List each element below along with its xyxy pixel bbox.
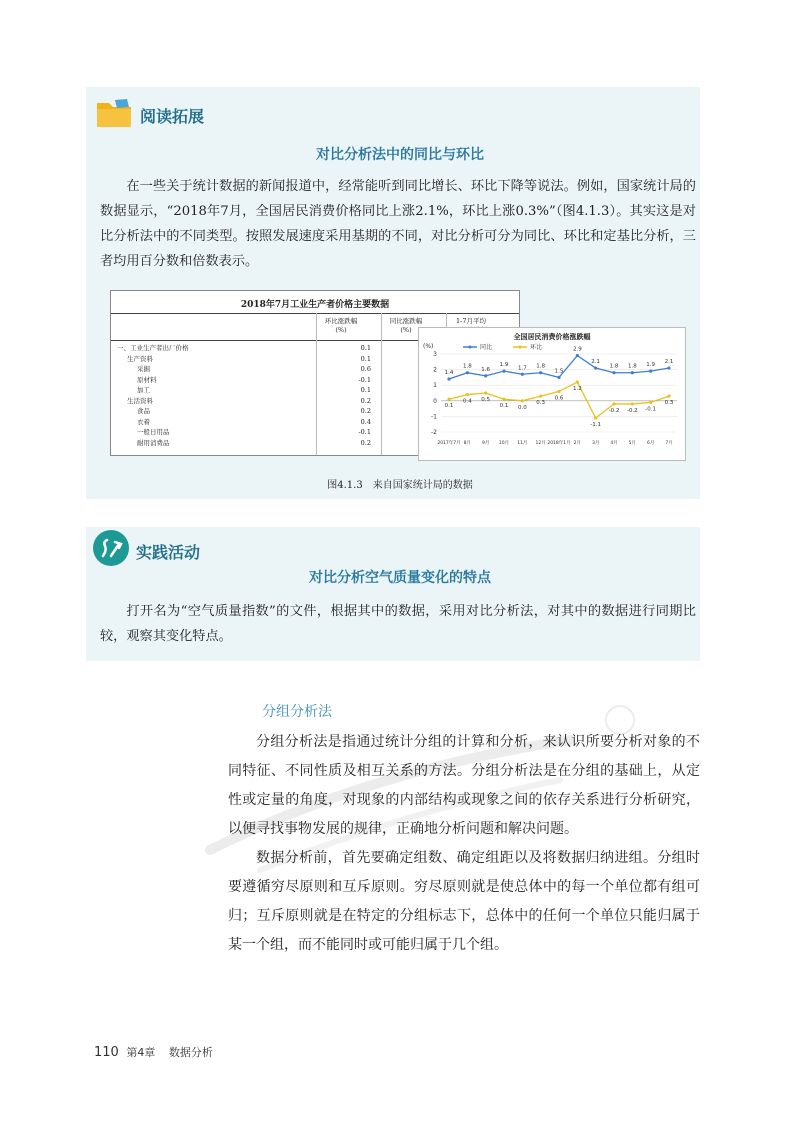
x-tick-label: 10月 [498,441,510,446]
data-label: 1.5 [554,368,564,375]
legend-label: 同比 [480,344,493,351]
data-point [667,366,670,369]
data-label: 0.3 [536,400,546,407]
data-point [631,371,634,374]
legend-marker [519,346,522,349]
table-row-label: 衣着 [137,417,150,426]
data-point [484,391,487,394]
data-label: 0.4 [462,398,472,405]
data-point [557,376,560,379]
data-label: 0.1 [499,403,509,410]
table-row-label: 耐用消费品 [137,438,170,447]
page-footer [94,1044,213,1060]
x-tick-label: 4月 [610,441,618,446]
data-label: -1.1 [590,421,602,428]
x-tick-label: 6月 [646,441,655,446]
data-label: 0.0 [517,404,527,411]
x-tick-label: 2月 [573,441,582,446]
x-tick-label: 9月 [481,441,490,446]
cpi-chart-svg [419,328,685,460]
data-label: 1.8 [609,363,619,370]
x-tick-label: 7月 [665,441,673,446]
data-point [557,390,560,393]
data-label: 2.1 [591,359,601,366]
x-tick-label: 5月 [628,441,637,446]
x-tick-label: 2018年1月 [547,441,571,446]
data-point [649,401,652,404]
reading-subtitle: 对比分析法中的同比与环比 [316,147,484,163]
practice-activity-heading: 实践活动 [136,543,201,562]
reading-extension-heading: 阅读拓展 [140,107,205,126]
x-tick-label: 2017年7月 [437,441,461,446]
chapter-label: 第4章 [126,1046,156,1059]
data-point [594,416,597,419]
data-label: 0.6 [554,395,564,402]
table-header-text: 1-7月平均 [456,317,486,325]
data-point [447,398,450,401]
body-paragraph: 分组分析法是指通过统计分组的计算和分析，来认识所要分析对象的不同特征、不同性质及相互关系的方法。分组分析法是在分组的基础上，从定性或定量的角度，对现象的内部结构或现象之间的依存关系进行分析研究，以便寻找事物发展的规律，正确地分析问题和解决问题。 [228,734,700,837]
data-point [612,371,615,374]
table-row-label: 食品 [137,407,150,415]
practice-subtitle: 对比分析空气质量变化的特点 [309,570,491,586]
data-label: -0.2 [608,407,620,414]
data-point [502,370,505,373]
y-tick-label: -2 [431,429,437,436]
table-row-value: 0.2 [360,407,371,415]
table-row-value: 0.4 [360,417,371,426]
data-label: 1.7 [517,365,527,372]
y-tick-label: 0 [433,397,437,405]
x-tick-label: 12月 [535,441,546,446]
table-header-text: 环比涨跌幅 (%) [324,317,358,334]
table-row-label: 采掘 [137,365,150,373]
practice-paragraph-text: 打开名为“空气质量指数”的文件，根据其中的数据，采用对比分析法，对其中的数据进行同期比较，观察其变化特点。 [100,604,696,644]
table-row-label: 一、工业生产者出厂价格 [117,344,189,352]
y-tick-label: 2 [433,366,437,374]
data-point [484,374,487,377]
data-label: 1.8 [627,363,637,370]
data-point [447,377,450,380]
data-point [594,366,597,369]
data-point [576,354,579,357]
data-point [576,380,579,383]
legend-marker [469,346,472,349]
table-row-value: 0.6 [360,365,371,373]
cpi-line-chart [418,327,686,461]
data-label: -0.2 [626,407,638,414]
data-label: 1.8 [536,363,546,370]
x-tick-label: 11月 [517,441,528,446]
table-row-value: 0.1 [360,344,371,352]
data-label: -0.1 [645,406,657,413]
reading-paragraph-text: 在一些关于统计数据的新闻报道中，经常能听到同比增长、环比下降等说法。例如，国家统计局的数据显示，“2018年7月，全国居民消费价格同比上涨2.1%，环比上涨0.3%”（图4.1.3）。其实这是对比分析法中的不同类型。按照发展速度采用基期的不同，对比分析可分为同比、环比和定基比分析，三者均用百分数和倍数表示。 [100,179,696,269]
table-row-label: 一般日用品 [137,428,170,436]
practice-paragraph [100,599,696,649]
data-point [612,402,615,405]
data-label: 1.2 [572,386,582,393]
data-point [521,399,524,402]
data-point [466,393,469,396]
data-point [521,373,524,376]
data-point [631,402,634,405]
table-row-value: -0.1 [358,375,371,384]
data-point [539,371,542,374]
practice-tools-icon [91,528,131,568]
y-tick-label: 3 [433,351,437,358]
table-row-value: 0.2 [360,438,371,447]
data-point [466,371,469,374]
group-analysis-title: 分组分析法 [262,704,332,720]
reading-paragraph [100,174,696,274]
table-row-value: -0.1 [358,428,371,436]
folder-icon [95,97,133,129]
data-point [539,395,542,398]
table-row-label: 原材料 [137,375,157,384]
table-header-cell [311,317,371,335]
legend-label: 环比 [530,344,543,351]
data-label: 0.3 [664,400,674,407]
data-point [649,370,652,373]
figure-caption: 图4.1.3 来自国家统计局的数据 [327,480,473,491]
table-row-value: 0.1 [360,354,371,363]
table-row-label: 生产资料 [127,354,153,363]
table-title: 2018年7月工业生产者价格主要数据 [240,300,390,310]
data-label: 1.8 [462,363,472,370]
data-label: 1.9 [499,362,509,369]
data-point [502,398,505,401]
data-label: 0.1 [444,403,454,410]
data-label: 2.9 [572,346,582,353]
y-tick-label: 1 [433,382,437,390]
data-point [667,395,670,398]
x-tick-label: 8月 [463,441,472,446]
data-label: 0.5 [481,397,491,403]
table-row-value: 0.2 [360,396,371,405]
data-label: 1.6 [481,366,491,373]
data-label: 1.9 [646,362,656,369]
table-header-text: 同比涨跌幅 (%) [389,317,423,334]
data-label: 2.1 [664,359,674,366]
page-number: 110 [94,1045,119,1060]
x-tick-label: 3月 [591,441,600,446]
table-row-label: 加工 [137,386,150,394]
group-analysis-body [228,728,700,960]
data-label: 1.4 [444,369,454,376]
table-row-value: 0.1 [360,386,371,394]
chart-title: 全国居民消费价格涨跌幅 [513,333,591,341]
table-row-label: 生活资料 [127,396,153,405]
chart-y-unit: (%) [423,343,434,350]
y-tick-label: -1 [431,413,437,421]
body-paragraph: 数据分析前，首先要确定组数、确定组距以及将数据归纳进组。分组时要遵循穷尽原则和互斥原则。穷尽原则就是使总体中的每一个单位都有组可归；互斥原则就是在特定的分组标志下，总体中的任何一个单位只能归属于某一个组，而不能同时或可能归属于几个组。 [228,850,700,953]
chapter-title: 数据分析 [168,1046,213,1059]
